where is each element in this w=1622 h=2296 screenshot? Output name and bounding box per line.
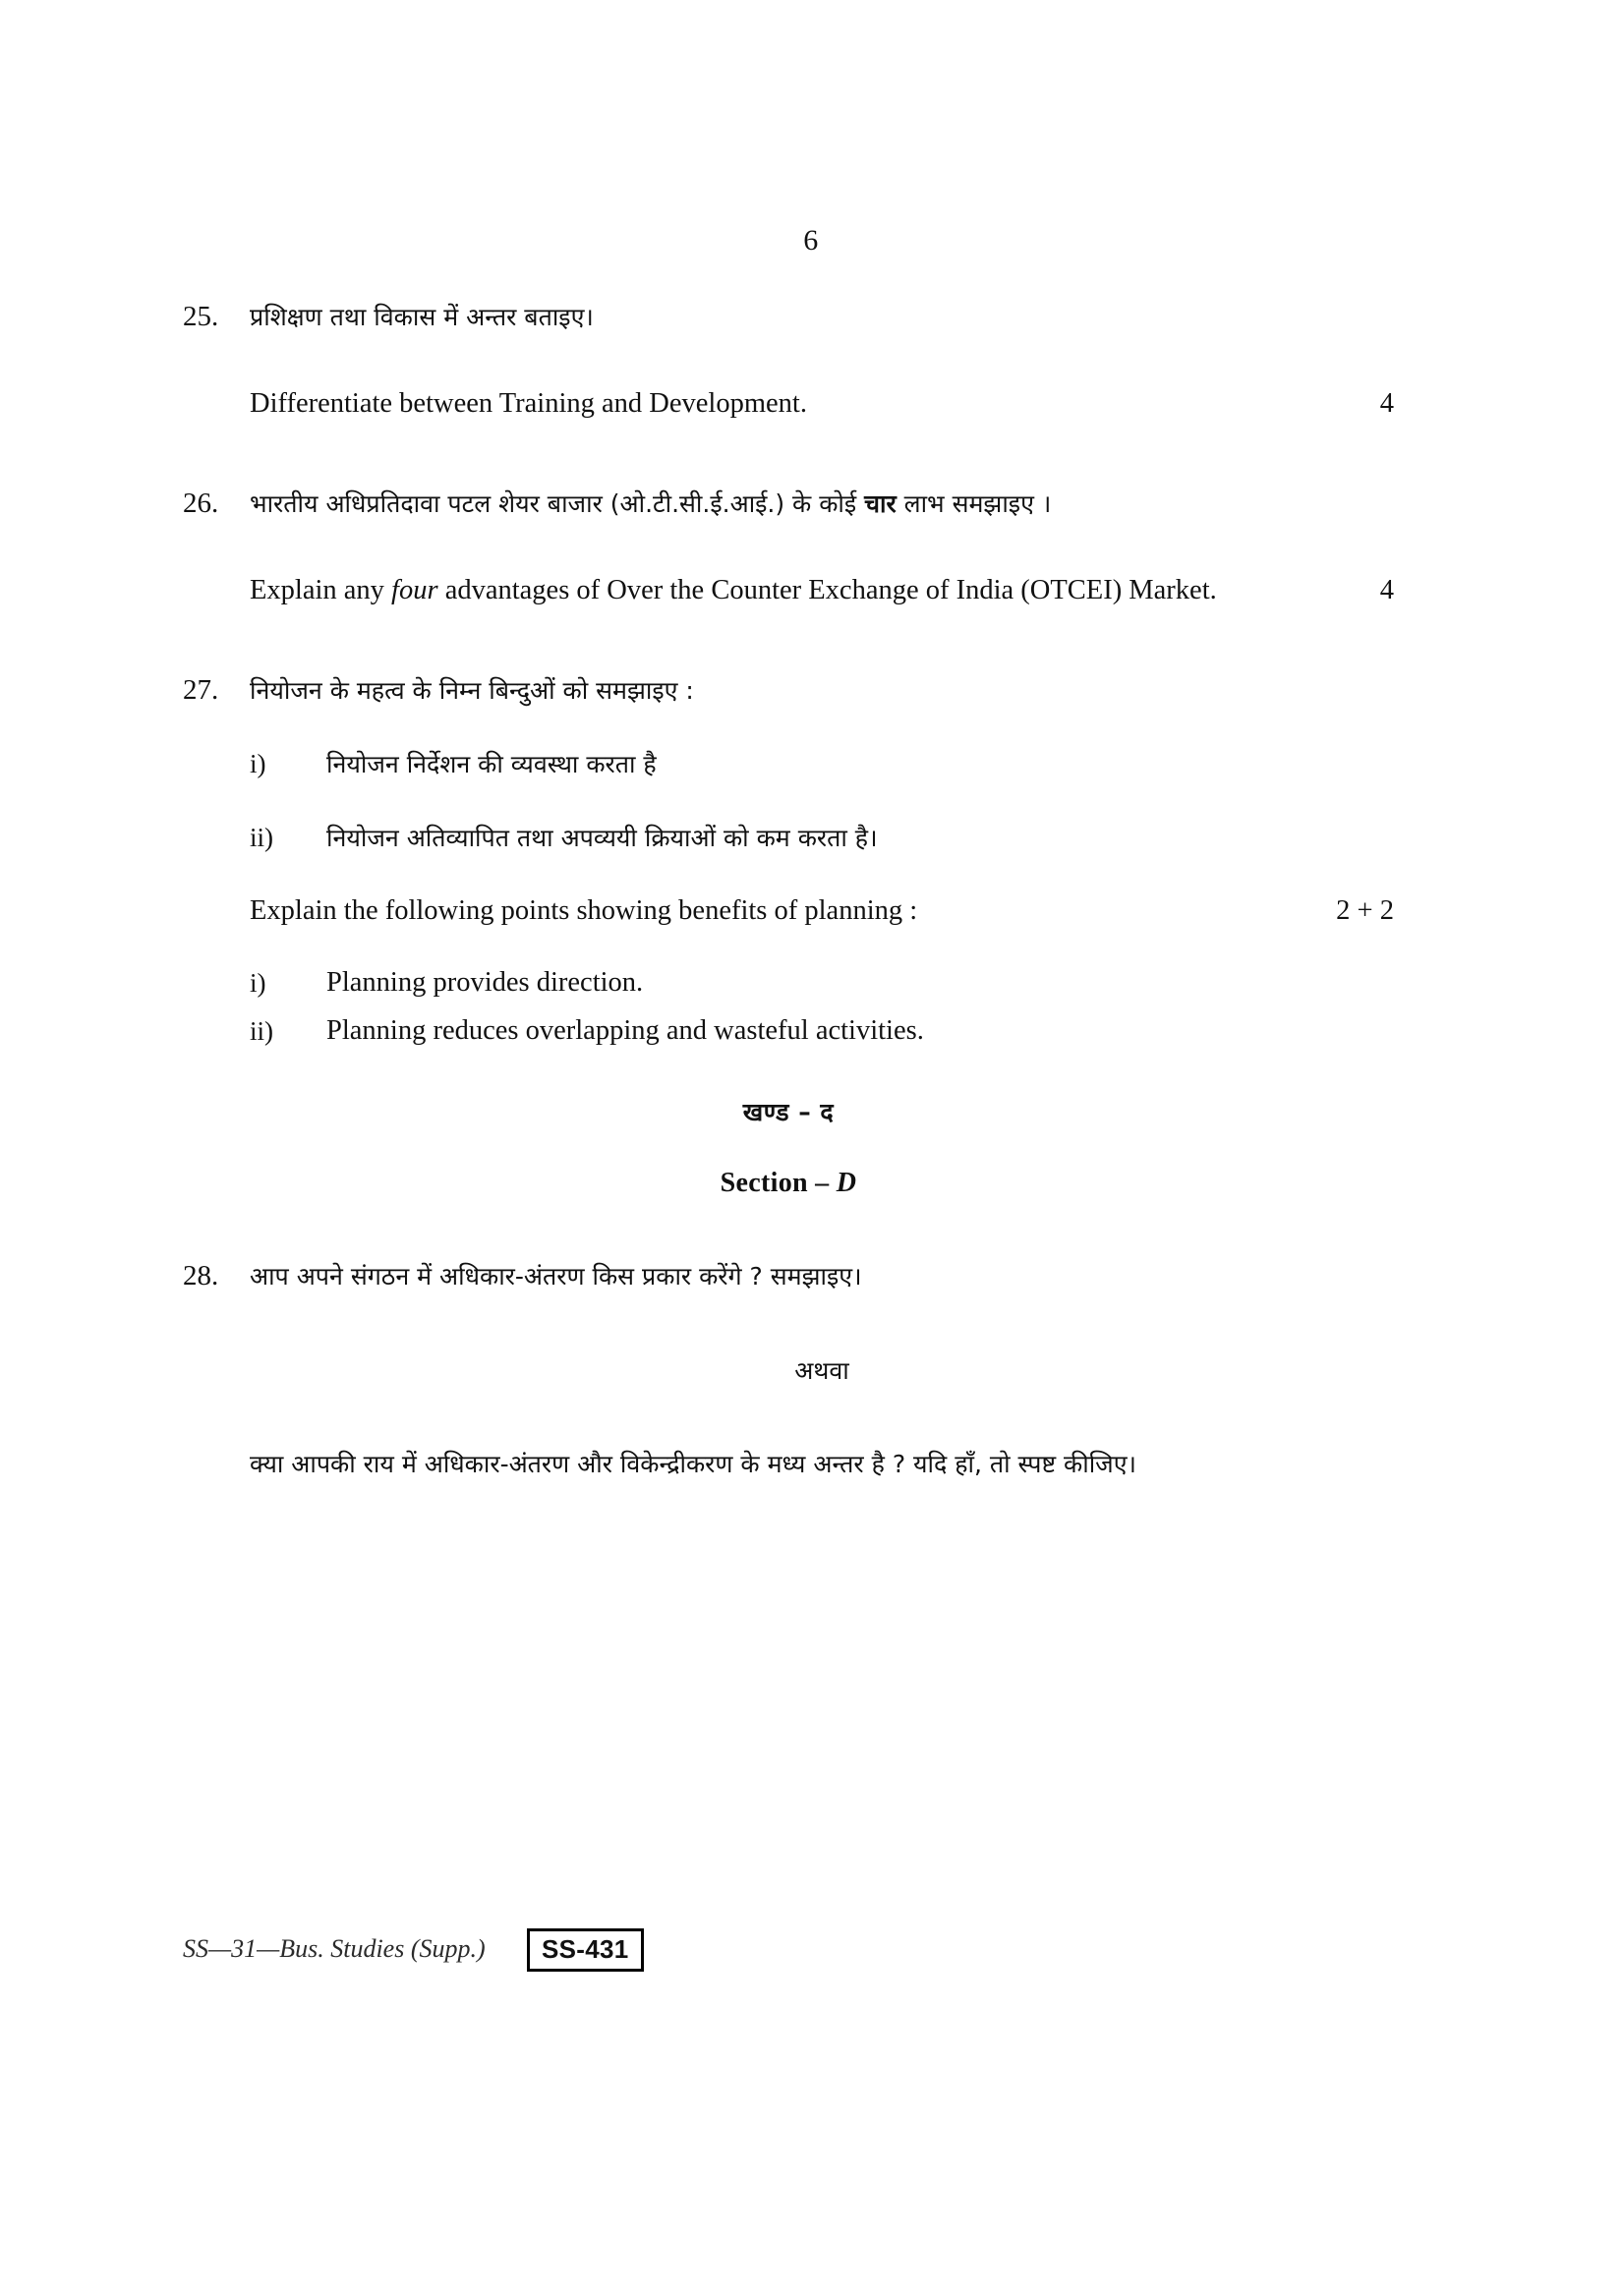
- question-26-marks: 4: [1379, 575, 1394, 605]
- question-28-hindi-text: आप अपने संगठन में अधिकार-अंतरण किस प्रकार करेंगे ? समझाइए।: [250, 1262, 862, 1291]
- page-footer: [183, 1928, 1394, 1976]
- paper-code-box: SS-431: [527, 1928, 644, 1972]
- question-26-english-text: [250, 567, 1394, 613]
- question-25-english-line: [250, 380, 1394, 427]
- question-27-english-line: [250, 888, 1394, 934]
- question-27-body: [250, 666, 1394, 1056]
- question-26: [183, 480, 1394, 613]
- question-27-english-item-ii-text: Planning reduces overlapping and wasteful activities.: [326, 1015, 924, 1046]
- question-26-english-pre: Explain any: [250, 575, 392, 605]
- question-28-number: 28.: [183, 1260, 219, 1292]
- question-27-english-item-i-label: i): [250, 968, 266, 998]
- section-heading-english-letter: D: [836, 1168, 857, 1198]
- question-26-english-italic: four: [391, 575, 438, 605]
- question-25-english-text: Differentiate between Training and Development.: [250, 388, 807, 419]
- question-27-hindi-item-ii-label: ii): [250, 823, 273, 852]
- question-27-english-text: Explain the following points showing benefits of planning :: [250, 895, 918, 926]
- question-28-body: [250, 1252, 1394, 1488]
- question-25: [183, 293, 1394, 427]
- question-25-hindi-text: प्रशिक्षण तथा विकास में अन्तर बताइए।: [250, 303, 594, 331]
- question-27-marks: 2 + 2: [1336, 895, 1394, 926]
- question-27: [183, 666, 1394, 1056]
- question-27-number: 27.: [183, 674, 219, 706]
- question-25-number: 25.: [183, 301, 219, 332]
- question-26-english-post: advantages of Over the Counter Exchange of India (OTCEI) Market.: [437, 575, 1217, 605]
- question-25-marks: 4: [1379, 388, 1394, 419]
- question-27-english-item-ii: [250, 1007, 1394, 1056]
- page-content: [183, 224, 1394, 1488]
- section-heading-english: [183, 1168, 1394, 1199]
- question-27-hindi-item-i: [250, 740, 1394, 788]
- page-number: 6: [803, 224, 819, 257]
- question-27-english-item-ii-label: ii): [250, 1016, 273, 1046]
- question-26-number: 26.: [183, 488, 219, 519]
- question-28: [183, 1252, 1394, 1488]
- question-27-english-item-i: [250, 959, 1394, 1007]
- question-27-english-item-i-text: Planning provides direction.: [326, 967, 644, 998]
- question-27-hindi-text: नियोजन के महत्व के निम्न बिन्दुओं को समझाइए :: [250, 676, 694, 705]
- paper-label: SS—31—Bus. Studies (Supp.): [183, 1934, 486, 1963]
- question-26-hindi-pre: भारतीय अधिप्रतिदावा पटल शेयर बाजार (ओ.टी.सी.ई.आई.) के कोई: [250, 489, 865, 518]
- question-26-body: [250, 480, 1394, 613]
- question-28-hindi-alternative-text: क्या आपकी राय में अधिकार-अंतरण और विकेन्द्रीकरण के मध्य अन्तर है ? यदि हाँ, तो स्पष्ट कीजिए।: [250, 1450, 1137, 1478]
- section-heading-english-label: Section –: [720, 1168, 837, 1198]
- question-27-hindi-item-i-label: i): [250, 749, 266, 778]
- question-26-hindi-post: लाभ समझाइए ।: [896, 489, 1052, 518]
- question-25-body: [250, 293, 1394, 427]
- question-26-hindi-bold: चार: [864, 489, 897, 518]
- question-27-hindi-item-ii-text: नियोजन अतिव्यापित तथा अपव्ययी क्रियाओं को कम करता है।: [326, 824, 878, 852]
- question-26-hindi-text: [250, 480, 1394, 528]
- question-28-or-label: अथवा: [794, 1356, 849, 1385]
- question-27-hindi-item-i-text: नियोजन निर्देशन की व्यवस्था करता है: [326, 750, 657, 778]
- section-heading-hindi: खण्ड – द: [742, 1098, 835, 1126]
- question-27-hindi-item-ii: [250, 814, 1394, 862]
